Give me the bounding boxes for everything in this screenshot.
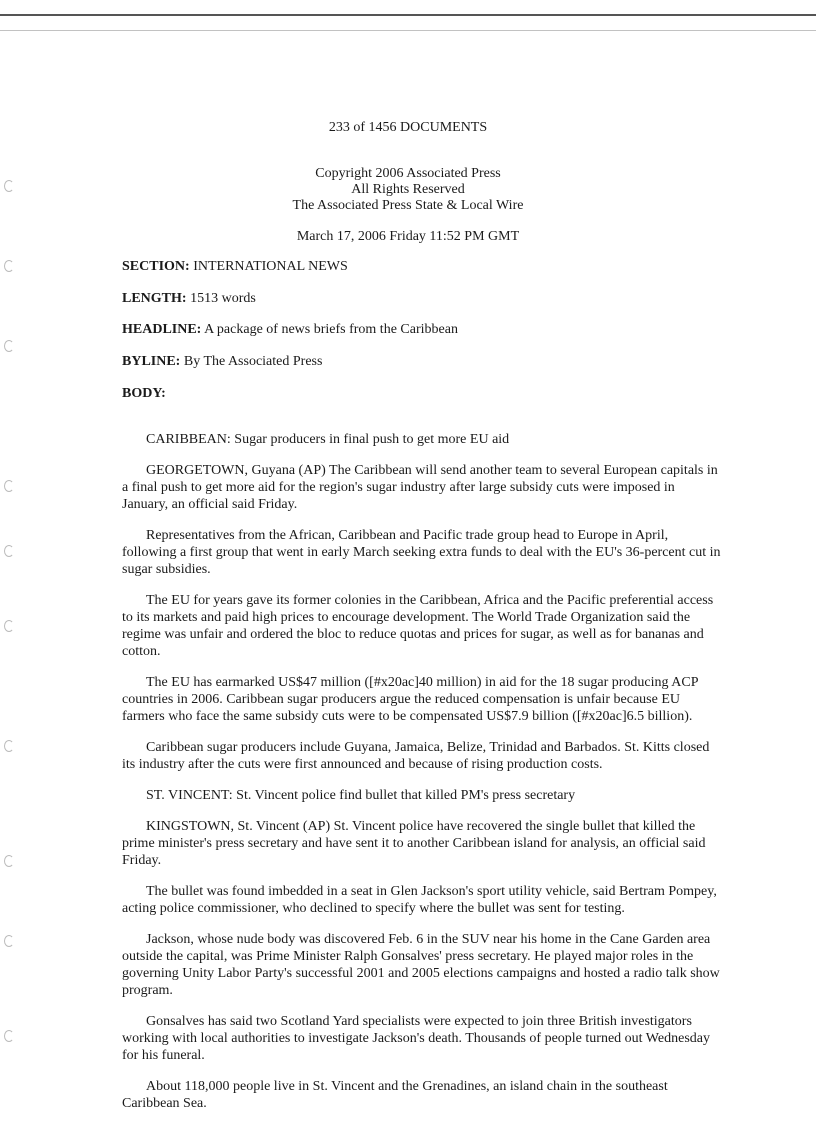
paragraph: Jackson, whose nude body was discovered Feb. 6 in the SUV near his home in the Cane Garden area outside the capital, was Prime Minister Ralph Gonsalves' press secretary. He played major roles in the governing Unity Labor Party's successful 2001 and 2005 elections campaigns and hosted a radio talk show program. bbox=[122, 932, 720, 998]
publication-date: March 17, 2006 Friday 11:52 PM GMT bbox=[296, 229, 520, 244]
article-body bbox=[122, 431, 724, 1126]
label: HEADLINE: bbox=[122, 322, 202, 337]
paragraph: The EU for years gave its former colonies in the Caribbean, Africa and the Pacific preferential access to its markets and paid high prices to encourage development. The World Trade Organization said the regime was unfair and ordered the bloc to reduce quotas and prices for sugar, as well as for bananas and cotton. bbox=[122, 593, 714, 659]
label: BODY: bbox=[122, 386, 166, 401]
document-count: 233 of 1456 DOCUMENTS bbox=[328, 120, 488, 135]
copyright: Copyright 2006 Associated Press bbox=[315, 166, 501, 181]
paragraph: CARIBBEAN: Sugar producers in final push to get more EU aid bbox=[146, 432, 510, 447]
paragraph: Representatives from the African, Caribbean and Pacific trade group head to Europe in April, following a first group that went in early March seeking extra funds to deal with the EU's 36-percent cut in sugar subsidies. bbox=[122, 528, 721, 577]
paragraph: ST. VINCENT: St. Vincent police find bullet that killed PM's press secretary bbox=[146, 788, 576, 803]
publication: The Associated Press State & Local Wire bbox=[292, 198, 524, 213]
rights: All Rights Reserved bbox=[351, 182, 465, 197]
label: SECTION: bbox=[122, 259, 190, 274]
label: BYLINE: bbox=[122, 354, 181, 369]
paragraph: The bullet was found imbedded in a seat in Glen Jackson's sport utility vehicle, said Bertram Pompey, acting police commissioner, who declined to specify where the bullet was sent for testing. bbox=[122, 884, 717, 916]
paragraph: GEORGETOWN, Guyana (AP) The Caribbean will send another team to several European capitals in a final push to get more aid for the region's sugar industry after large subsidy cuts were imposed in January, an official said Friday. bbox=[122, 463, 718, 512]
byline-field bbox=[122, 354, 322, 370]
paragraph: Gonsalves has said two Scotland Yard specialists were expected to join three British investigators working with local authorities to investigate Jackson's death. Thousands of people turned out Wednesday for his funeral. bbox=[122, 1014, 710, 1063]
value: 1513 words bbox=[190, 291, 256, 306]
value: INTERNATIONAL NEWS bbox=[193, 259, 348, 274]
scan-edge-line bbox=[0, 30, 816, 31]
paragraph: Caribbean sugar producers include Guyana, Jamaica, Belize, Trinidad and Barbados. St. Kitts closed its industry after the cuts were first announced and because of rising production costs. bbox=[122, 740, 710, 772]
value: By The Associated Press bbox=[183, 354, 323, 369]
scan-edge-line bbox=[0, 14, 816, 16]
label: LENGTH: bbox=[122, 291, 187, 306]
length-field bbox=[122, 291, 256, 307]
headline-field bbox=[122, 322, 458, 338]
value: A package of news briefs from the Caribbean bbox=[204, 322, 458, 337]
section-field bbox=[122, 259, 348, 275]
paragraph: KINGSTOWN, St. Vincent (AP) St. Vincent police have recovered the single bullet that killed the prime minister's press secretary and have sent it to another Caribbean island for analysis, an official said Friday. bbox=[122, 819, 706, 868]
paragraph: The EU has earmarked US$47 million ([#x20ac]40 million) in aid for the 18 sugar producing ACP countries in 2006. Caribbean sugar producers argue the reduced compensation is unfair because EU farmers who face the same subsidy cuts were to be compensated US$7.9 billion ([#x20ac]6.5 billion). bbox=[122, 675, 698, 724]
body-label bbox=[122, 386, 166, 402]
paragraph: About 118,000 people live in St. Vincent and the Grenadines, an island chain in the southeast Caribbean Sea. bbox=[122, 1079, 668, 1111]
